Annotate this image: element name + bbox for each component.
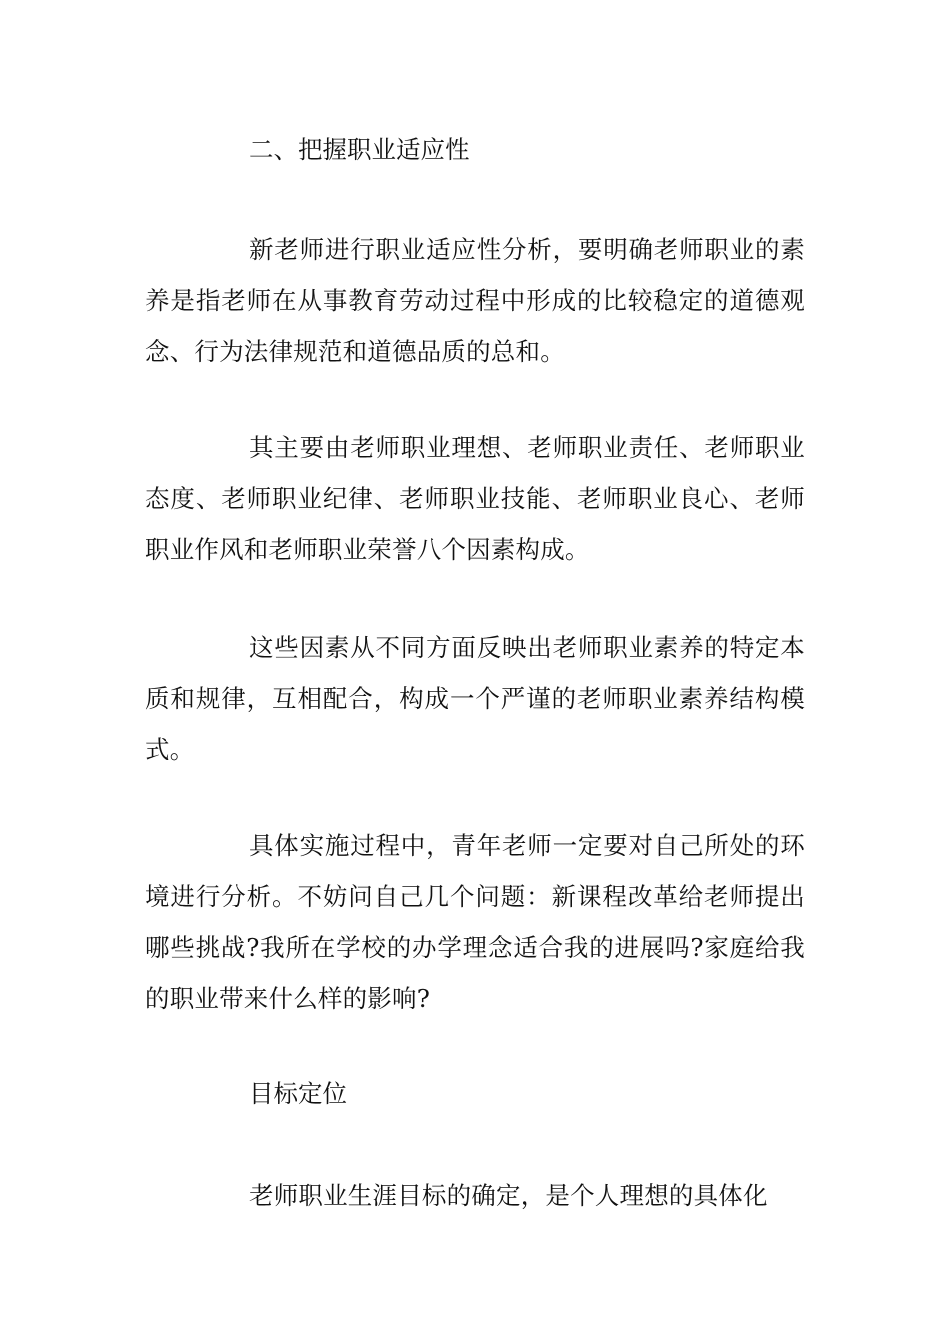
section-heading: 二、把握职业适应性 (249, 135, 470, 164)
paragraph: 新老师进行职业适应性分析，要明确老师职业的素养是指老师在从事教育劳动过程中形成的比较稳定的道德观念、行为法律规范和道德品质的总和。 (145, 235, 805, 366)
subsection-heading: 目标定位 (249, 1079, 347, 1108)
paragraph: 其主要由老师职业理想、老师职业责任、老师职业态度、老师职业纪律、老师职业技能、老师职业良心、老师职业作风和老师职业荣誉八个因素构成。 (145, 433, 805, 564)
paragraph: 这些因素从不同方面反映出老师职业素养的特定本质和规律，互相配合，构成一个严谨的老师职业素养结构模式。 (145, 633, 805, 764)
paragraph: 具体实施过程中，青年老师一定要对自己所处的环境进行分析。不妨问自己几个问题：新课程改革给老师提出哪些挑战?我所在学校的办学理念适合我的进展吗?家庭给我的职业带来什么样的影响? (145, 831, 805, 1013)
paragraph: 老师职业生涯目标的确定，是个人理想的具体化 (249, 1181, 768, 1210)
